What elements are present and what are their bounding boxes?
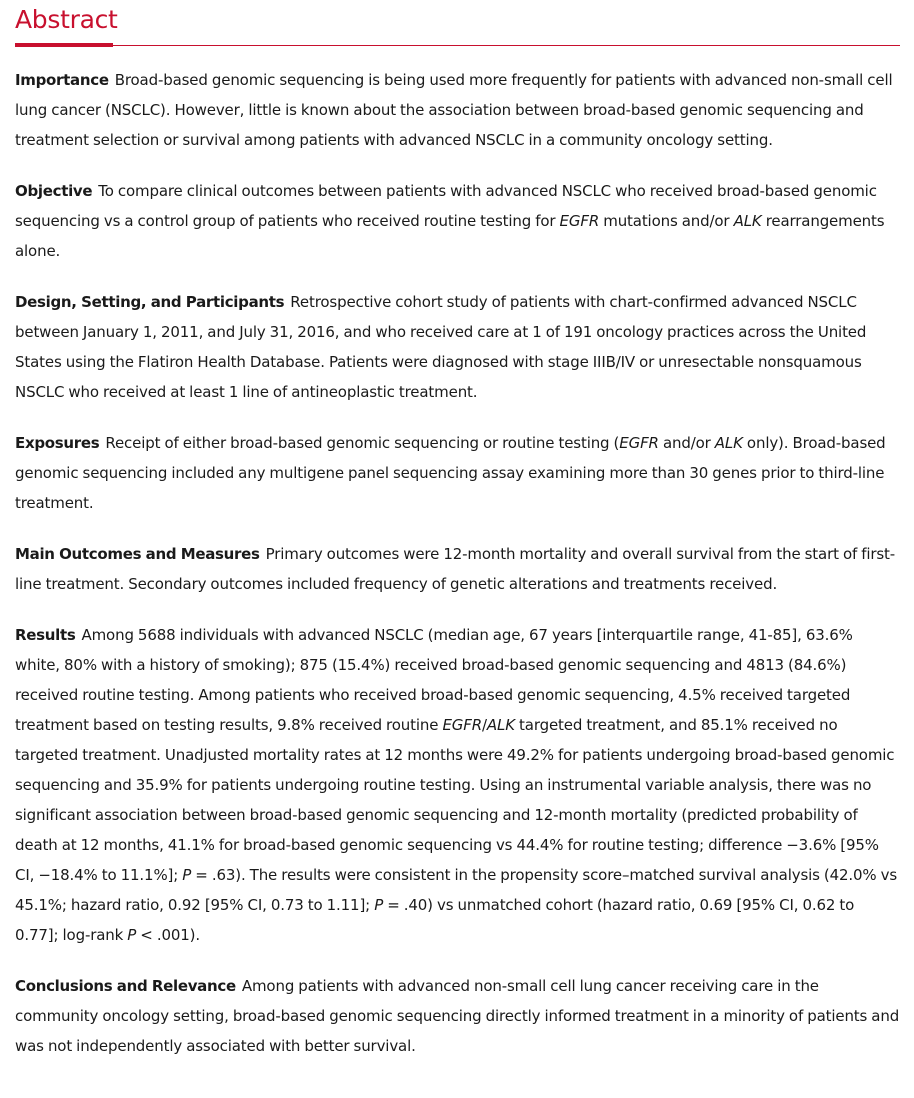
- results-p-symbol: P: [127, 926, 137, 944]
- importance-text: Broad-based genomic sequencing is being used more frequently for patients with advanced non-small cell lung cancer (NSCLC). However, little is known about the association between broad-based genomic sequencing and treatment selection or survival among patients with advanced NSCLC in a community oncology setting.: [15, 71, 893, 149]
- exposures-gene-alk: ALK: [714, 434, 743, 452]
- outcomes-label: Main Outcomes and Measures: [15, 545, 260, 563]
- results-text: = .40) vs unmatched cohort (hazard ratio, 0.69 [95% CI, 0.62 to 0.77]; log-rank: [15, 896, 855, 944]
- results-text: /: [482, 716, 487, 734]
- results-label: Results: [15, 626, 76, 644]
- objective-text: rearrangements alone.: [15, 212, 885, 260]
- objective-gene-egfr: EGFR: [559, 212, 600, 230]
- heading-underline: [15, 43, 113, 47]
- objective-text: To compare clinical outcomes between patients with advanced NSCLC who received broad-based genomic sequencing vs a control group of patients who received routine testing for: [15, 182, 877, 230]
- objective-gene-alk: ALK: [733, 212, 762, 230]
- objective-text: mutations and/or: [599, 212, 734, 230]
- results-text: < .001).: [136, 926, 200, 944]
- objective-label: Objective: [15, 182, 93, 200]
- exposures-section: [15, 428, 900, 518]
- design-section: [15, 287, 900, 407]
- results-text: targeted treatment, and 85.1% received no targeted treatment. Unadjusted mortality rates at 12 months were 49.2% for patients undergoing broad-based genomic sequencing and 35.9% for patients undergoing routine testing. Using an instrumental variable analysis, there was no significant association between broad-based genomic sequencing and 12-month mortality (predicted probability of death at 12 months, 41.1% for broad-based genomic sequencing vs 44.4% for routine testing; difference −3.6% [95% CI, −18.4% to 11.1%];: [15, 716, 895, 884]
- results-p-symbol: P: [182, 866, 192, 884]
- exposures-text: Receipt of either broad-based genomic sequencing or routine testing (: [105, 434, 620, 452]
- abstract-heading: Abstract: [15, 5, 118, 34]
- results-section: [15, 620, 900, 950]
- importance-section: [15, 65, 900, 155]
- outcomes-text: Primary outcomes were 12-month mortality and overall survival from the start of first-line treatment. Secondary outcomes included frequency of genetic alterations and treatments received.: [15, 545, 896, 593]
- results-text: = .63). The results were consistent in the propensity score–matched survival analysis (42.0% vs 45.1%; hazard ratio, 0.92 [95% CI, 0.73 to 1.11];: [15, 866, 898, 914]
- exposures-text: only). Broad-based genomic sequencing included any multigene panel sequencing assay examining more than 30 genes prior to third-line treatment.: [15, 434, 886, 512]
- conclusions-text: Among patients with advanced non-small cell lung cancer receiving care in the community oncology setting, broad-based genomic sequencing directly informed treatment in a minority of patients and was not independently associated with better survival.: [15, 977, 900, 1055]
- design-label: Design, Setting, and Participants: [15, 293, 285, 311]
- design-text: Retrospective cohort study of patients with chart-confirmed advanced NSCLC between January 1, 2011, and July 31, 2016, and who received care at 1 of 191 oncology practices across the United States using the Flatiron Health Database. Patients were diagnosed with stage IIIB/IV or unresectable nonsquamous NSCLC who received at least 1 line of antineoplastic treatment.: [15, 293, 867, 401]
- outcomes-section: [15, 539, 900, 599]
- results-gene-alk: ALK: [486, 716, 515, 734]
- exposures-text: and/or: [658, 434, 715, 452]
- conclusions-label: Conclusions and Relevance: [15, 977, 236, 995]
- conclusions-section: [15, 971, 900, 1061]
- exposures-gene-egfr: EGFR: [619, 434, 659, 452]
- results-p-symbol: P: [374, 896, 384, 914]
- abstract-header: [15, 0, 900, 46]
- objective-section: [15, 176, 900, 266]
- results-text: Among 5688 individuals with advanced NSCLC (median age, 67 years [interquartile range, 41-85], 63.6% white, 80% with a history of smoking); 875 (15.4%) received broad-based genomic sequencing and 4813 (84.6%) received routine testing. Among patients who received broad-based genomic sequencing, 4.5% received targeted treatment based on testing results, 9.8% received routine: [15, 626, 853, 734]
- results-gene-egfr: EGFR: [442, 716, 482, 734]
- importance-label: Importance: [15, 71, 109, 89]
- exposures-label: Exposures: [15, 434, 100, 452]
